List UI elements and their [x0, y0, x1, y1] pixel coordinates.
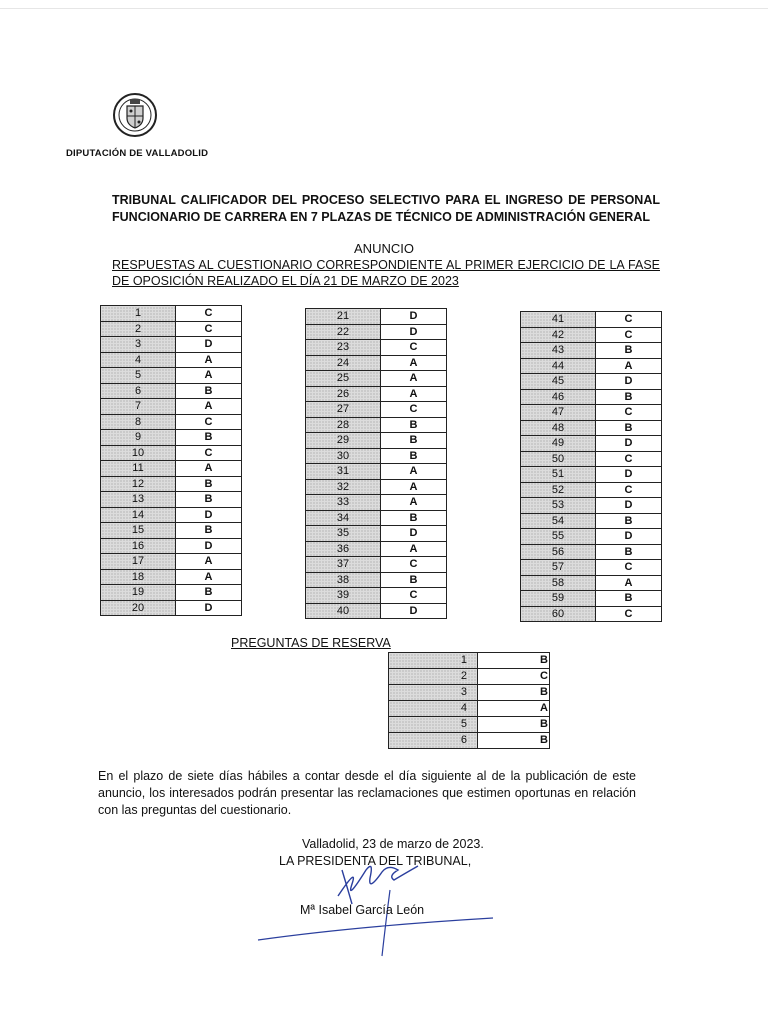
question-number: 45: [521, 374, 596, 390]
answer-row: [101, 337, 242, 353]
answer-letter: C: [381, 557, 447, 573]
question-number: 26: [306, 386, 381, 402]
answer-row: [306, 417, 447, 433]
answer-row: [306, 495, 447, 511]
answer-row: [101, 476, 242, 492]
answer-letter: D: [381, 603, 447, 619]
question-number: 20: [101, 600, 176, 616]
answer-letter: B: [596, 591, 662, 607]
question-number: 21: [306, 309, 381, 325]
organization-name: DIPUTACIÓN DE VALLADOLID: [66, 148, 209, 159]
answer-row: [521, 575, 662, 591]
answer-letter: A: [381, 541, 447, 557]
answer-letter: B: [596, 544, 662, 560]
answer-letter: B: [381, 433, 447, 449]
answer-row: [101, 523, 242, 539]
question-number: 5: [389, 717, 478, 733]
question-number: 8: [101, 414, 176, 430]
answer-letter: C: [176, 321, 242, 337]
answer-row: [101, 585, 242, 601]
question-number: 35: [306, 526, 381, 542]
answer-letter: D: [176, 337, 242, 353]
answer-row: [306, 309, 447, 325]
answer-letter: C: [176, 306, 242, 322]
tribunal-title: TRIBUNAL CALIFICADOR DEL PROCESO SELECTIVO PARA EL INGRESO DE PERSONAL FUNCIONARIO DE CARRERA EN 7 PLAZAS DE TÉCNICO DE ADMINISTRACIÓN GENERAL: [112, 193, 660, 224]
answer-letter: A: [478, 701, 550, 717]
answer-letter: C: [478, 669, 550, 685]
answer-letter: D: [176, 538, 242, 554]
answer-row: [389, 653, 550, 669]
answer-letter: B: [176, 585, 242, 601]
claims-paragraph: En el plazo de siete días hábiles a contar desde el día siguiente al de la publicación de este anuncio, los interesados podrán presentar las reclamaciones que estimen oportunas en relación con las preguntas del cuestionario.: [98, 769, 636, 817]
signatory-name: Mª Isabel García León: [300, 903, 425, 917]
question-number: 3: [101, 337, 176, 353]
answer-letter: A: [381, 495, 447, 511]
answer-letter: A: [381, 386, 447, 402]
question-number: 23: [306, 340, 381, 356]
question-number: 43: [521, 343, 596, 359]
answer-letter: A: [381, 479, 447, 495]
answer-row: [101, 414, 242, 430]
question-number: 28: [306, 417, 381, 433]
question-number: 7: [101, 399, 176, 415]
answer-letter: A: [381, 371, 447, 387]
question-number: 24: [306, 355, 381, 371]
question-number: 36: [306, 541, 381, 557]
question-number: 44: [521, 358, 596, 374]
answer-letter: B: [176, 523, 242, 539]
answer-letter: B: [176, 492, 242, 508]
question-number: 1: [389, 653, 478, 669]
question-number: 33: [306, 495, 381, 511]
answer-row: [521, 420, 662, 436]
question-number: 51: [521, 467, 596, 483]
answer-letter: C: [596, 560, 662, 576]
answer-letter: D: [596, 467, 662, 483]
question-number: 10: [101, 445, 176, 461]
question-number: 6: [101, 383, 176, 399]
answer-row: [101, 368, 242, 384]
question-number: 17: [101, 554, 176, 570]
answer-row: [521, 405, 662, 421]
question-number: 55: [521, 529, 596, 545]
answer-row: [306, 464, 447, 480]
answer-letter: D: [381, 309, 447, 325]
question-number: 19: [101, 585, 176, 601]
answer-row: [521, 591, 662, 607]
answer-letter: D: [176, 600, 242, 616]
question-number: 1: [101, 306, 176, 322]
question-number: 4: [101, 352, 176, 368]
answer-row: [101, 554, 242, 570]
answer-letter: B: [596, 343, 662, 359]
answer-row: [521, 312, 662, 328]
question-number: 42: [521, 327, 596, 343]
question-number: 57: [521, 560, 596, 576]
answer-row: [101, 569, 242, 585]
answer-letter: D: [176, 507, 242, 523]
question-number: 52: [521, 482, 596, 498]
answer-letter: D: [596, 374, 662, 390]
answer-row: [306, 386, 447, 402]
answer-row: [101, 399, 242, 415]
answer-row: [306, 448, 447, 464]
answer-letter: A: [176, 554, 242, 570]
answer-row: [306, 572, 447, 588]
answer-letter: A: [596, 358, 662, 374]
question-number: 49: [521, 436, 596, 452]
answers-table-2: [305, 308, 447, 619]
place-date: Valladolid, 23 de marzo de 2023.: [302, 837, 484, 851]
answer-letter: C: [381, 340, 447, 356]
question-number: 6: [389, 733, 478, 749]
answer-row: [306, 402, 447, 418]
question-number: 3: [389, 685, 478, 701]
answer-row: [306, 371, 447, 387]
answer-row: [306, 510, 447, 526]
answer-letter: B: [478, 653, 550, 669]
answer-letter: C: [176, 414, 242, 430]
question-number: 2: [101, 321, 176, 337]
question-number: 9: [101, 430, 176, 446]
answer-letter: C: [596, 405, 662, 421]
answer-row: [521, 513, 662, 529]
answer-row: [521, 451, 662, 467]
answer-row: [101, 492, 242, 508]
answer-row: [306, 479, 447, 495]
question-number: 50: [521, 451, 596, 467]
answer-row: [101, 538, 242, 554]
question-number: 13: [101, 492, 176, 508]
question-number: 30: [306, 448, 381, 464]
question-number: 56: [521, 544, 596, 560]
question-number: 25: [306, 371, 381, 387]
answer-row: [521, 467, 662, 483]
answers-table-1: [100, 305, 242, 616]
answer-letter: D: [381, 526, 447, 542]
question-number: 37: [306, 557, 381, 573]
question-number: 12: [101, 476, 176, 492]
answer-row: [521, 389, 662, 405]
answer-letter: C: [596, 606, 662, 622]
answer-letter: D: [596, 436, 662, 452]
answer-letter: B: [596, 513, 662, 529]
question-number: 16: [101, 538, 176, 554]
question-number: 60: [521, 606, 596, 622]
answer-letter: A: [176, 461, 242, 477]
answer-row: [101, 445, 242, 461]
question-number: 27: [306, 402, 381, 418]
answer-row: [306, 433, 447, 449]
question-number: 5: [101, 368, 176, 384]
answer-row: [101, 430, 242, 446]
answer-letter: B: [381, 448, 447, 464]
answer-letter: B: [176, 430, 242, 446]
question-number: 15: [101, 523, 176, 539]
answer-row: [389, 701, 550, 717]
question-number: 32: [306, 479, 381, 495]
answer-letter: B: [596, 389, 662, 405]
answer-letter: B: [381, 572, 447, 588]
answer-letter: A: [381, 355, 447, 371]
question-number: 14: [101, 507, 176, 523]
answer-row: [101, 321, 242, 337]
answer-letter: A: [596, 575, 662, 591]
notice-title: ANUNCIO: [354, 241, 414, 256]
question-number: 58: [521, 575, 596, 591]
answer-row: [101, 352, 242, 368]
answer-letter: B: [176, 383, 242, 399]
answer-letter: C: [596, 482, 662, 498]
answer-letter: B: [596, 420, 662, 436]
answer-letter: B: [381, 510, 447, 526]
answer-letter: C: [596, 312, 662, 328]
answer-row: [521, 374, 662, 390]
question-number: 53: [521, 498, 596, 514]
answer-row: [101, 507, 242, 523]
question-number: 31: [306, 464, 381, 480]
answer-letter: B: [381, 417, 447, 433]
answer-letter: A: [176, 368, 242, 384]
question-number: 2: [389, 669, 478, 685]
answer-letter: C: [381, 588, 447, 604]
answer-row: [101, 306, 242, 322]
answer-row: [306, 355, 447, 371]
answer-row: [521, 529, 662, 545]
answer-row: [306, 588, 447, 604]
answer-letter: B: [478, 733, 550, 749]
answer-row: [101, 383, 242, 399]
question-number: 18: [101, 569, 176, 585]
question-number: 47: [521, 405, 596, 421]
answer-letter: C: [596, 327, 662, 343]
answer-letter: D: [596, 529, 662, 545]
answer-letter: B: [478, 685, 550, 701]
question-number: 22: [306, 324, 381, 340]
answer-letter: C: [596, 451, 662, 467]
answer-row: [521, 358, 662, 374]
answers-table-3: [520, 311, 662, 622]
signatory-role: LA PRESIDENTA DEL TRIBUNAL,: [279, 854, 472, 868]
answer-row: [521, 343, 662, 359]
answer-letter: B: [176, 476, 242, 492]
answer-row: [521, 327, 662, 343]
answer-row: [306, 340, 447, 356]
answer-letter: C: [381, 402, 447, 418]
answer-row: [521, 482, 662, 498]
question-number: 41: [521, 312, 596, 328]
answer-letter: C: [176, 445, 242, 461]
coat-of-arms-icon: [112, 92, 158, 138]
answer-row: [521, 498, 662, 514]
answer-row: [306, 557, 447, 573]
question-number: 29: [306, 433, 381, 449]
answer-row: [306, 603, 447, 619]
answer-letter: A: [381, 464, 447, 480]
answer-row: [521, 544, 662, 560]
question-number: 38: [306, 572, 381, 588]
question-number: 39: [306, 588, 381, 604]
answer-letter: A: [176, 352, 242, 368]
notice-subtitle: RESPUESTAS AL CUESTIONARIO CORRESPONDIENTE AL PRIMER EJERCICIO DE LA FASE DE OPOSICIÓN REALIZADO EL DÍA 21 DE MARZO DE 2023: [112, 258, 660, 288]
answer-row: [306, 541, 447, 557]
question-number: 34: [306, 510, 381, 526]
answer-row: [521, 606, 662, 622]
question-number: 46: [521, 389, 596, 405]
answer-letter: D: [596, 498, 662, 514]
answer-row: [306, 324, 447, 340]
question-number: 54: [521, 513, 596, 529]
page-edge-line: [0, 8, 768, 9]
reserve-title: PREGUNTAS DE RESERVA: [231, 636, 391, 650]
answer-row: [101, 461, 242, 477]
answer-letter: A: [176, 569, 242, 585]
answer-letter: D: [381, 324, 447, 340]
answer-letter: A: [176, 399, 242, 415]
answer-row: [101, 600, 242, 616]
question-number: 11: [101, 461, 176, 477]
answer-row: [306, 526, 447, 542]
answer-row: [521, 436, 662, 452]
question-number: 59: [521, 591, 596, 607]
answer-row: [389, 733, 550, 749]
question-number: 48: [521, 420, 596, 436]
answer-row: [389, 717, 550, 733]
question-number: 40: [306, 603, 381, 619]
answer-row: [389, 669, 550, 685]
reserve-table: [388, 652, 550, 749]
question-number: 4: [389, 701, 478, 717]
answer-row: [521, 560, 662, 576]
answer-row: [389, 685, 550, 701]
answer-letter: B: [478, 717, 550, 733]
